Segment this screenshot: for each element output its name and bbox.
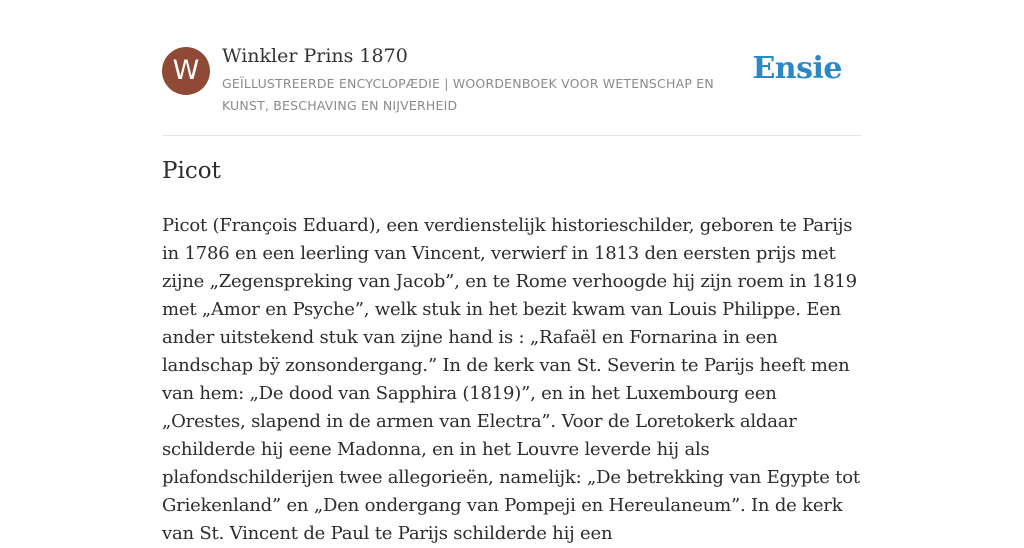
page-container [162, 0, 862, 544]
entry-title: Picot [162, 158, 221, 184]
book-title[interactable]: Winkler Prins 1870 [222, 45, 408, 67]
book-header [162, 0, 862, 136]
book-avatar[interactable]: W [162, 47, 210, 95]
ensie-logo-link[interactable]: Ensie [752, 51, 842, 86]
book-subtitle: GEÏLLUSTREERDE ENCYCLOPÆDIE | WOORDENBOEK VOOR WETENSCHAP EN KUNST, BESCHAVING EN NIJVERHEID [222, 76, 714, 113]
entry-body: Picot (François Eduard), een verdienstelijk historieschilder, geboren te Parijs in 1786 en een leerling van Vincent, verwierf in 1813 den eersten prijs met zijne „Zegenspreking van Jacob”, en te Rome verhoogde hij zijn roem in 1819 met „Amor en Psyche”, welk stuk in het bezit kwam van Louis Philippe. Een ander uitstekend stuk van zijne hand is : „Rafaël en Fornarina in een landschap bÿ zonsondergang.” In de kerk van St. Severin te Parijs heeft men van hem: „De dood van Sapphira (1819)”, en in het Luxembourg een „Orestes, slapend in de armen van Electra”. Voor de Loretokerk aldaar schilderde hij eene Madonna, en in het Louvre leverde hij als plafondschilderijen twee allegorieën, namelijk: „De betrekking van Egypte tot Griekenland” en „Den ondergang van Pompeji en Hereulaneum”. In de kerk van St. Vincent de Paul te Parijs schilderde hij een [162, 215, 860, 544]
